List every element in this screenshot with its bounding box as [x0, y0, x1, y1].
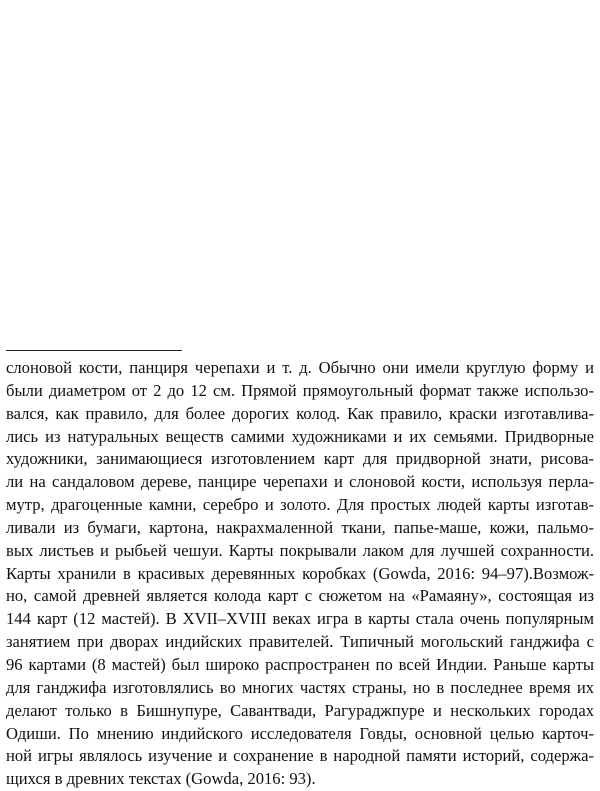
text-line-10: Карты хранили в красивых деревянных коробках (Gowda, 2016: 94–97).Возмож- — [6, 563, 594, 583]
text-line-9: вых листьев и рыбьей чешуи. Карты покрывали лаком для лучшей сохранности. — [6, 540, 594, 560]
text-line-5: художники, занимающиеся изготовлением карт для придворной знати, рисова- — [6, 449, 594, 469]
text-line-18: ной игры являлось изучение и сохранение в народной памяти историй, содержа- — [6, 746, 594, 766]
text-line-8: ливали из бумаги, картона, накрахмаленной ткани, папье-маше, кожи, пальмо- — [6, 517, 594, 537]
text-line-17: Одиши. По мнению индийского исследователя Говды, основной целью карточ- — [6, 723, 594, 743]
text-line-12: 144 карт (12 мастей). В XVII–XVIII веках игра в карты стала очень популярным — [6, 609, 594, 629]
footnote-separator-rule — [6, 350, 182, 351]
text-line-7: мутр, драгоценные камни, серебро и золото. Для простых людей карты изготав- — [6, 495, 594, 515]
text-line-11: но, самой древней является колода карт с сюжетом на «Рамаяну», состоящая из — [6, 586, 594, 606]
text-line-4: лись из натуральных веществ самими художниками и их семьями. Придворные — [6, 426, 594, 446]
text-line-19: щихся в древних текстах (Gowda, 2016: 93). — [6, 769, 316, 789]
text-line-6: ли на сандаловом дереве, панцире черепахи и слоновой кости, используя перла- — [6, 472, 594, 492]
text-line-2: были диаметром от 2 до 12 см. Прямой прямоугольный формат также использо- — [6, 380, 594, 400]
text-line-16: делают только в Бишнупуре, Савантвади, Рагураджпуре и нескольких городах — [6, 700, 594, 720]
text-line-13: занятием при дворах индийских правителей. Типичный могольский ганджифа с — [6, 632, 594, 652]
body-paragraph — [6, 357, 594, 791]
text-line-3: вался, как правило, для более дорогих колод. Как правило, краски изготавлива- — [6, 403, 594, 423]
text-line-14: 96 картами (8 мастей) был широко распространен по всей Индии. Раньше карты — [6, 654, 594, 674]
text-line-15: для ганджифа изготовлялись во многих частях страны, но в последнее время их — [6, 677, 594, 697]
text-line-1: слоновой кости, панциря черепахи и т. д. Обычно они имели круглую форму и — [6, 358, 594, 377]
